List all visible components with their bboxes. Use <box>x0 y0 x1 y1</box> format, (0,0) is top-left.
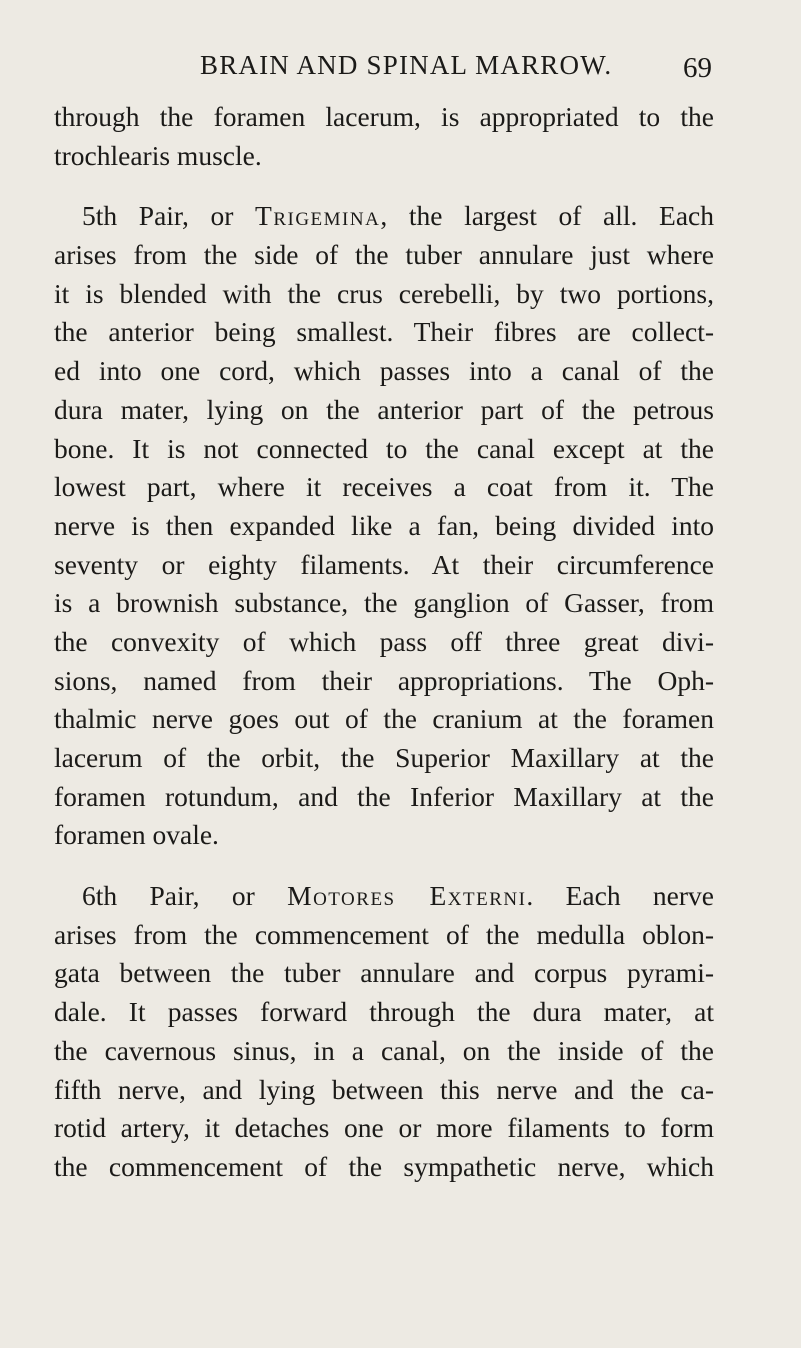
body-text <box>54 98 714 1187</box>
text-line: lowest part, where it receives a coat from it. The <box>54 471 714 503</box>
text-line: dale. It passes forward through the dura mater, at <box>54 996 714 1028</box>
text-line: the cavernous sinus, in a canal, on the inside of the <box>54 1034 714 1066</box>
pair-ordinal: 6th Pair, or <box>82 880 288 912</box>
running-head <box>0 50 801 90</box>
text-line: it is blended with the crus cerebelli, by two portions, <box>54 277 714 309</box>
paragraph-lead-line <box>54 877 714 916</box>
nerve-name: Motores Externi <box>287 880 527 912</box>
page-number: 69 <box>683 52 712 84</box>
text-line: lacerum of the orbit, the Superior Maxillary at the <box>54 742 714 773</box>
text-line: foramen rotundum, and the Inferior Maxillary at the <box>54 780 714 812</box>
text-line: trochlearis muscle. <box>54 139 262 171</box>
text-line: through the foramen lacerum, is appropriated to the <box>54 101 714 132</box>
text-line: ed into one cord, which passes into a canal of the <box>54 355 714 387</box>
text-line: the anterior being smallest. Their fibres are collect- <box>54 316 714 348</box>
text-line: gata between the tuber annulare and corpus pyrami- <box>54 957 714 989</box>
text-line: arises from the commencement of the medulla oblon- <box>54 918 714 950</box>
lead-text: , the largest of all. Each <box>380 200 714 232</box>
text-line: dura mater, lying on the anterior part of the petrous <box>54 393 714 425</box>
text-line: sions, named from their appropriations. The Oph- <box>54 664 714 696</box>
paragraph-lead-line <box>54 197 714 236</box>
text-line: arises from the side of the tuber annulare just where <box>54 239 714 271</box>
text-line: thalmic nerve goes out of the cranium at the foramen <box>54 703 714 735</box>
text-line: the convexity of which pass off three great divi- <box>54 625 714 657</box>
text-line: nerve is then expanded like a fan, being divided into <box>54 509 714 541</box>
text-line: bone. It is not connected to the canal except at the <box>54 432 714 464</box>
pair-ordinal: 5th Pair, or <box>82 200 256 232</box>
paragraph-gap <box>54 175 714 197</box>
text-line: rotid artery, it detaches one or more filaments to form <box>54 1112 714 1144</box>
text-line: the commencement of the sympathetic nerve, which <box>54 1150 714 1182</box>
nerve-name: Trigemina <box>255 200 381 232</box>
text-line: foramen ovale. <box>54 819 219 851</box>
paragraph-gap <box>54 855 714 877</box>
lead-text: . Each nerve <box>526 880 714 912</box>
running-title: BRAIN AND SPINAL MARROW. <box>200 50 613 80</box>
text-line: is a brownish substance, the ganglion of Gasser, from <box>54 587 714 619</box>
text-line: seventy or eighty filaments. At their circumference <box>54 548 714 580</box>
text-line: fifth nerve, and lying between this nerve and the ca- <box>54 1073 714 1105</box>
